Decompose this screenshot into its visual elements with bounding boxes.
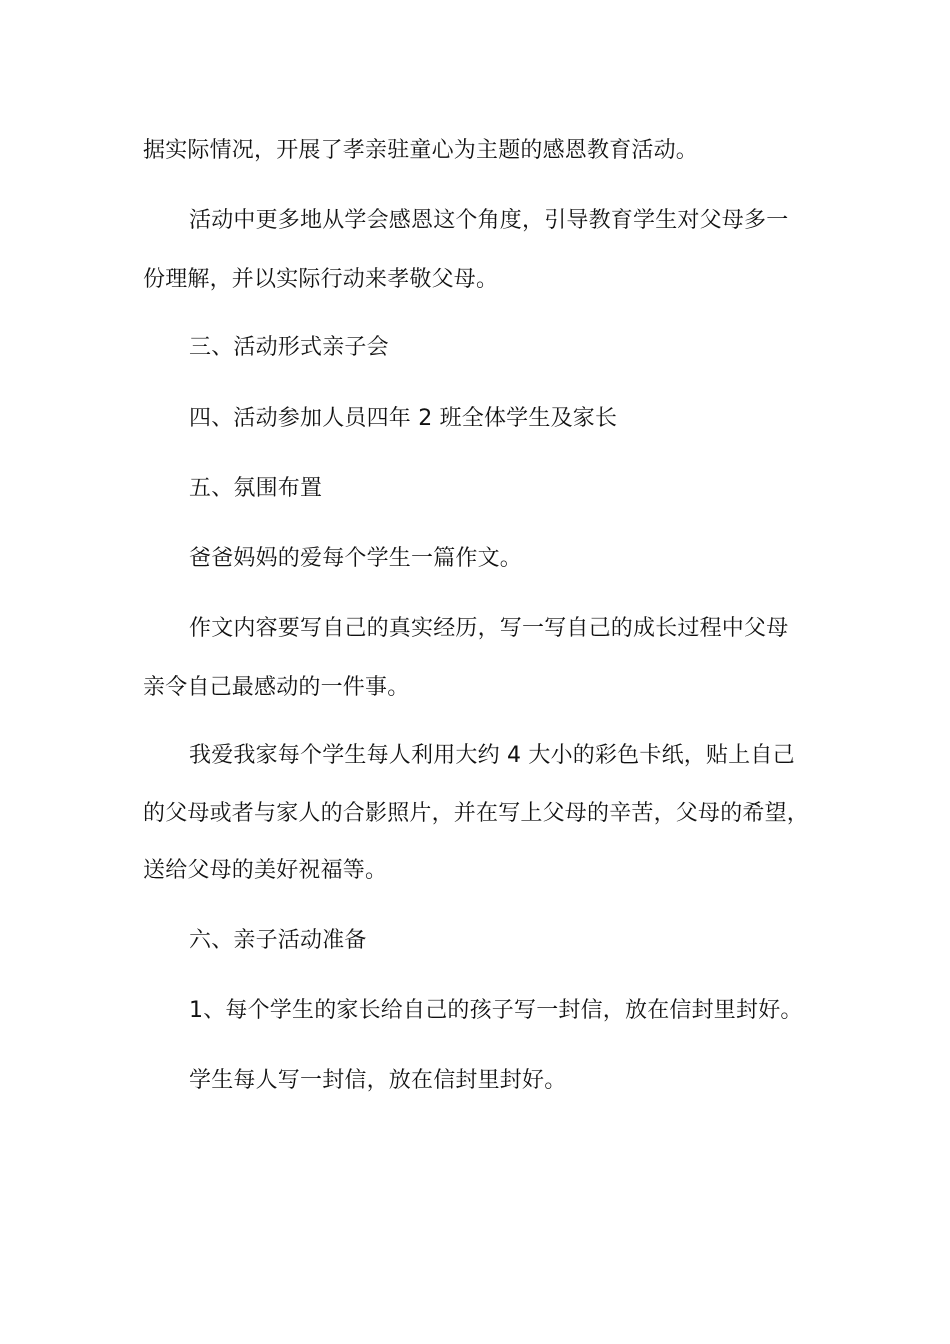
paragraph-line: 我爱我家每个学生每人利用大约 4 大小的彩色卡纸，贴上自己 bbox=[189, 743, 795, 768]
section-heading: 五、氛围布置 bbox=[189, 476, 323, 501]
paragraph-line: 亲令自己最感动的一件事。 bbox=[143, 675, 410, 700]
section-heading: 四、活动参加人员四年 2 班全体学生及家长 bbox=[189, 406, 618, 431]
paragraph-line: 的父母或者与家人的合影照片，并在写上父母的辛苦，父母的希望， bbox=[143, 801, 810, 826]
paragraph-line: 学生每人写一封信，放在信封里封好。 bbox=[189, 1068, 567, 1093]
paragraph-line: 作文内容要写自己的真实经历，写一写自己的成长过程中父母 bbox=[189, 616, 789, 641]
section-heading: 三、活动形式亲子会 bbox=[189, 335, 389, 360]
section-heading: 六、亲子活动准备 bbox=[189, 928, 367, 953]
paragraph-line: 1、每个学生的家长给自己的孩子写一封信，放在信封里封好。 bbox=[189, 998, 803, 1023]
paragraph-line: 送给父母的美好祝福等。 bbox=[143, 858, 388, 883]
paragraph-line: 活动中更多地从学会感恩这个角度，引导教育学生对父母多一 bbox=[189, 208, 789, 233]
paragraph-line: 据实际情况，开展了孝亲驻童心为主题的感恩教育活动。 bbox=[143, 138, 699, 163]
paragraph-line: 份理解，并以实际行动来孝敬父母。 bbox=[143, 267, 499, 292]
paragraph-line: 爸爸妈妈的爱每个学生一篇作文。 bbox=[189, 546, 523, 571]
